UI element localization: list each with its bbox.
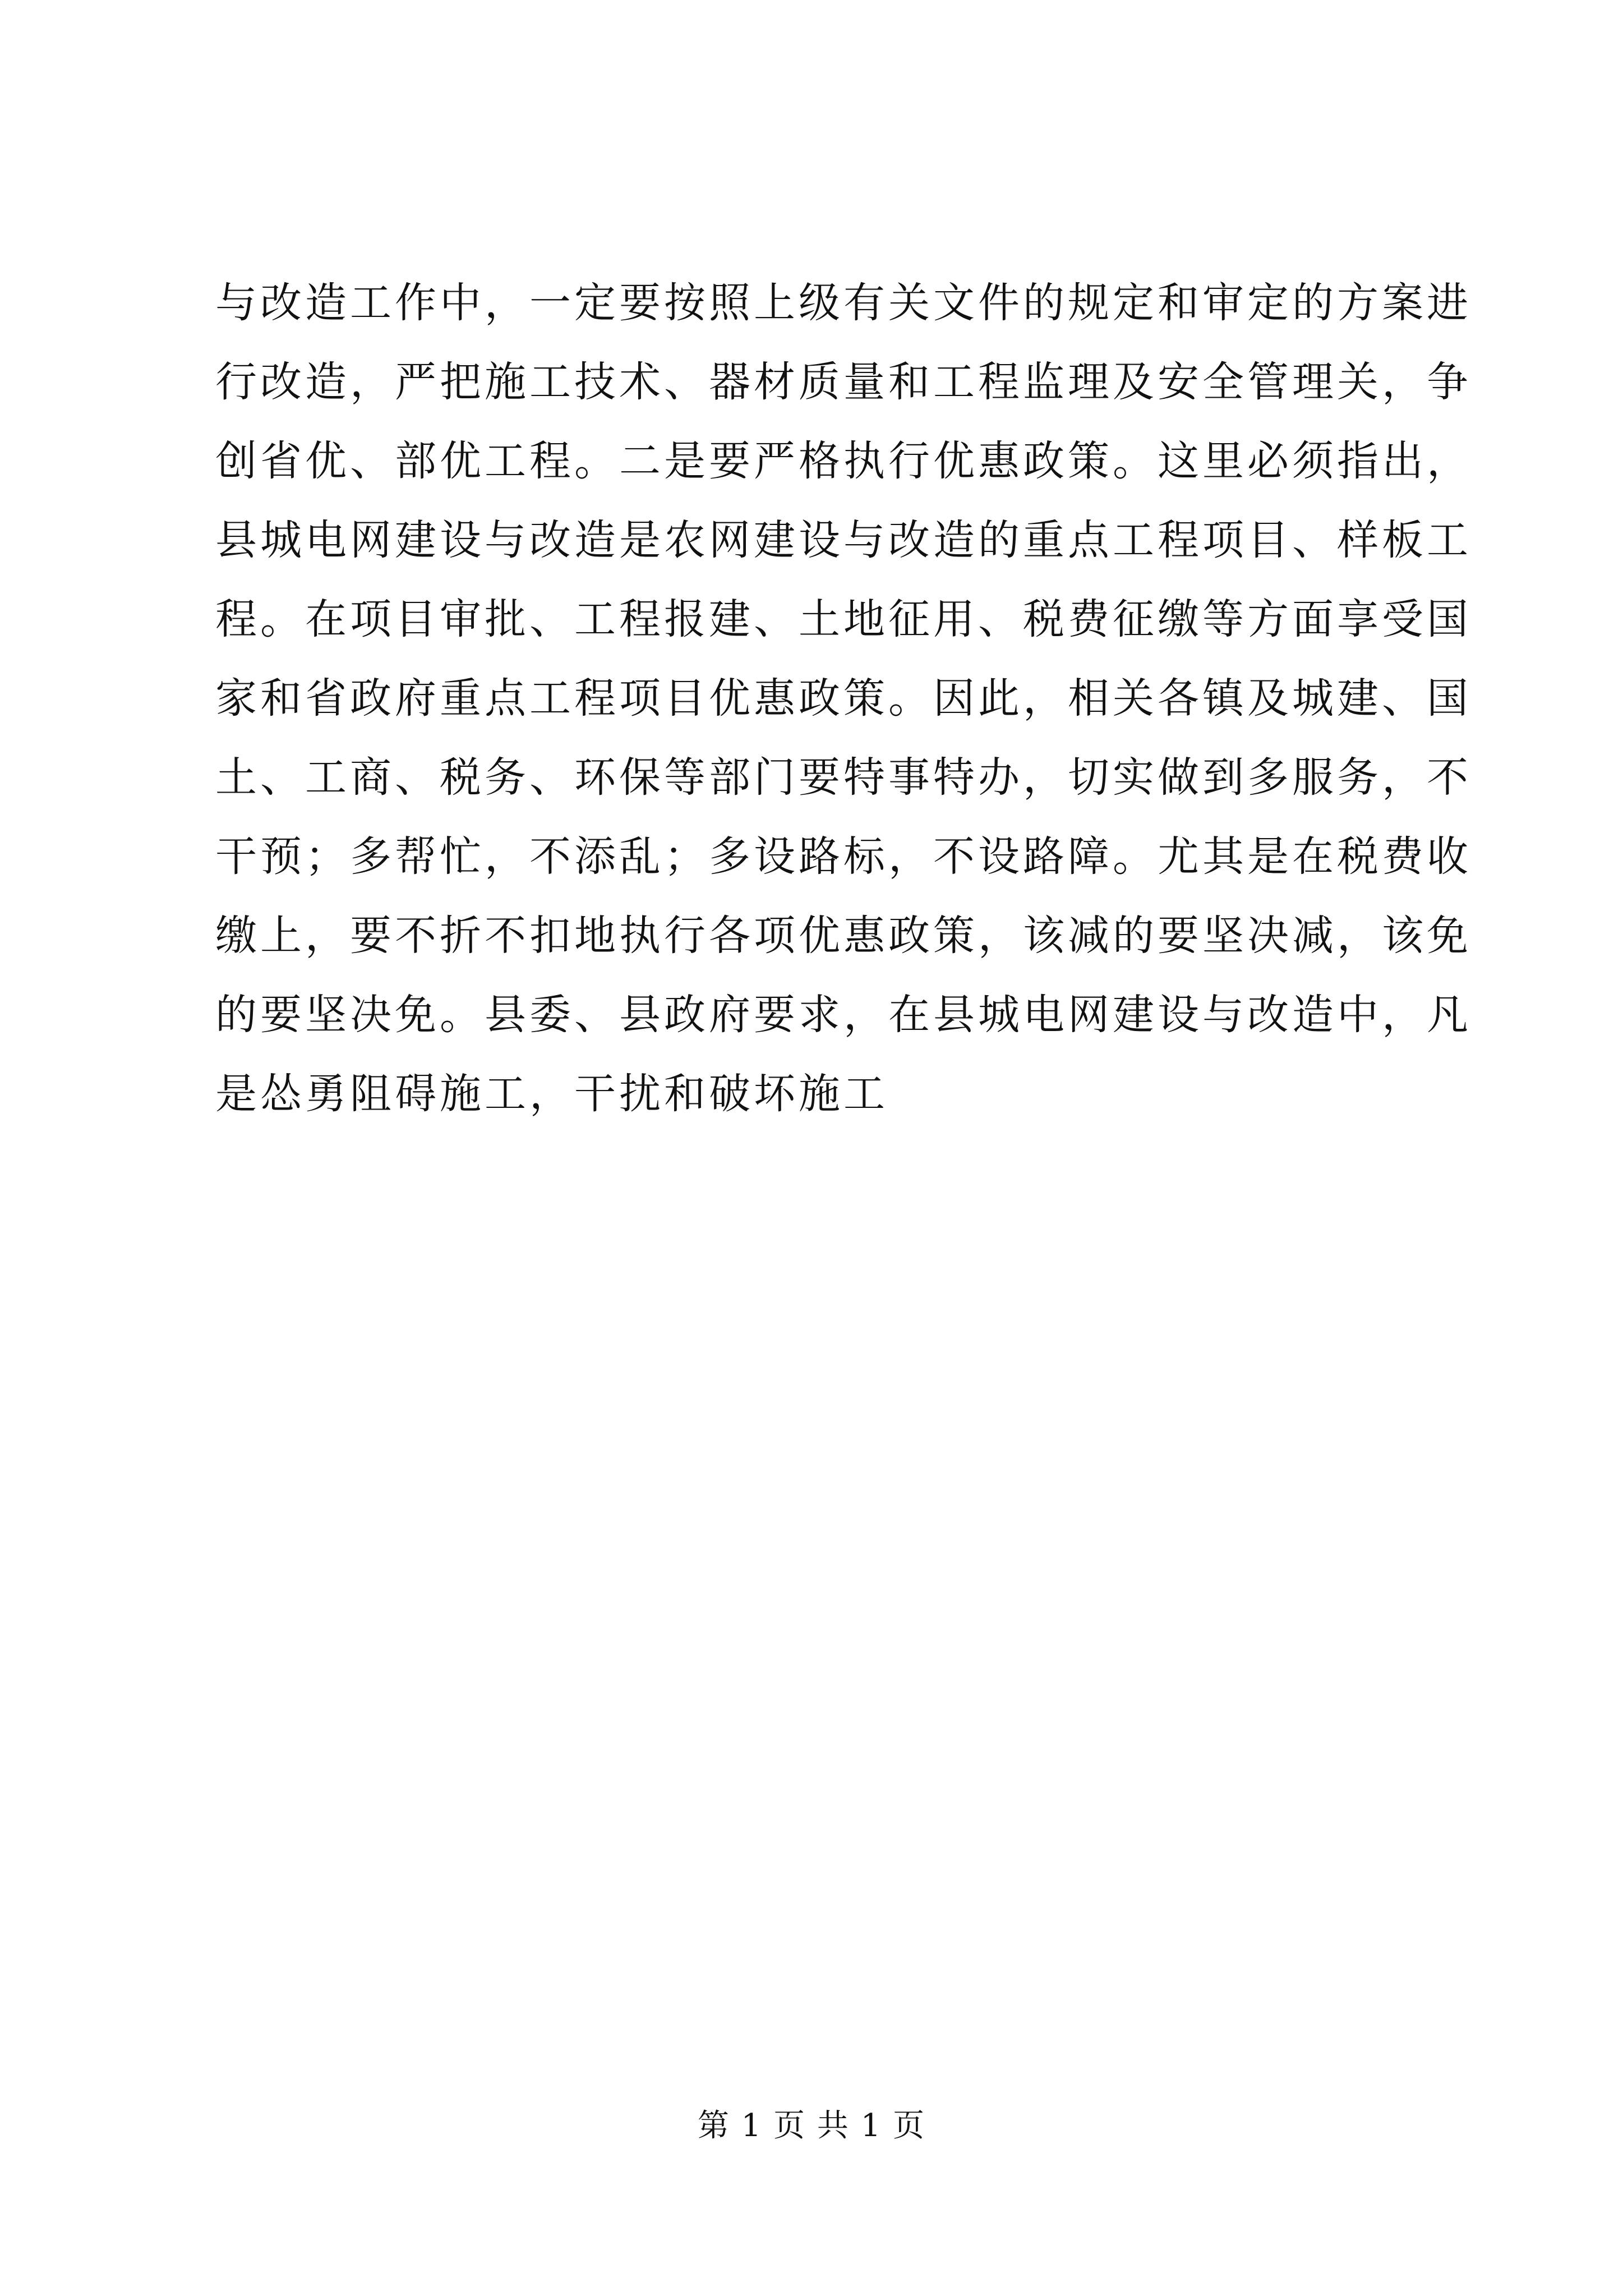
text-line: 县城电网建设与改造是农网建设与改造的重点工程项目、样板工 bbox=[215, 516, 1472, 564]
text-line: 创省优、部优工程。二是要严格执行优惠政策。这里必须指出， bbox=[215, 437, 1472, 485]
page-number-footer: 第 1 页 共 1 页 bbox=[697, 2108, 926, 2144]
text-line: 的要坚决免。县委、县政府要求，在县城电网建设与改造中，凡 bbox=[215, 991, 1472, 1039]
body-paragraph bbox=[215, 264, 1472, 1134]
text-line: 是怂勇阻碍施工，干扰和破坏施工 bbox=[215, 1070, 888, 1118]
text-line: 土、工商、税务、环保等部门要特事特办，切实做到多服务，不 bbox=[215, 753, 1472, 802]
text-line: 程。在项目审批、工程报建、土地征用、税费征缴等方面享受国 bbox=[215, 595, 1472, 643]
text-line: 缴上，要不折不扣地执行各项优惠政策，该减的要坚决减，该免 bbox=[215, 912, 1472, 960]
text-line: 家和省政府重点工程项目优惠政策。因此，相关各镇及城建、国 bbox=[215, 674, 1472, 723]
text-line: 与改造工作中，一定要按照上级有关文件的规定和审定的方案进 bbox=[215, 279, 1472, 327]
text-line: 行改造，严把施工技术、器材质量和工程监理及安全管理关，争 bbox=[215, 358, 1472, 406]
text-line: 干预；多帮忙，不添乱；多设路标，不设路障。尤其是在税费收 bbox=[215, 832, 1472, 881]
